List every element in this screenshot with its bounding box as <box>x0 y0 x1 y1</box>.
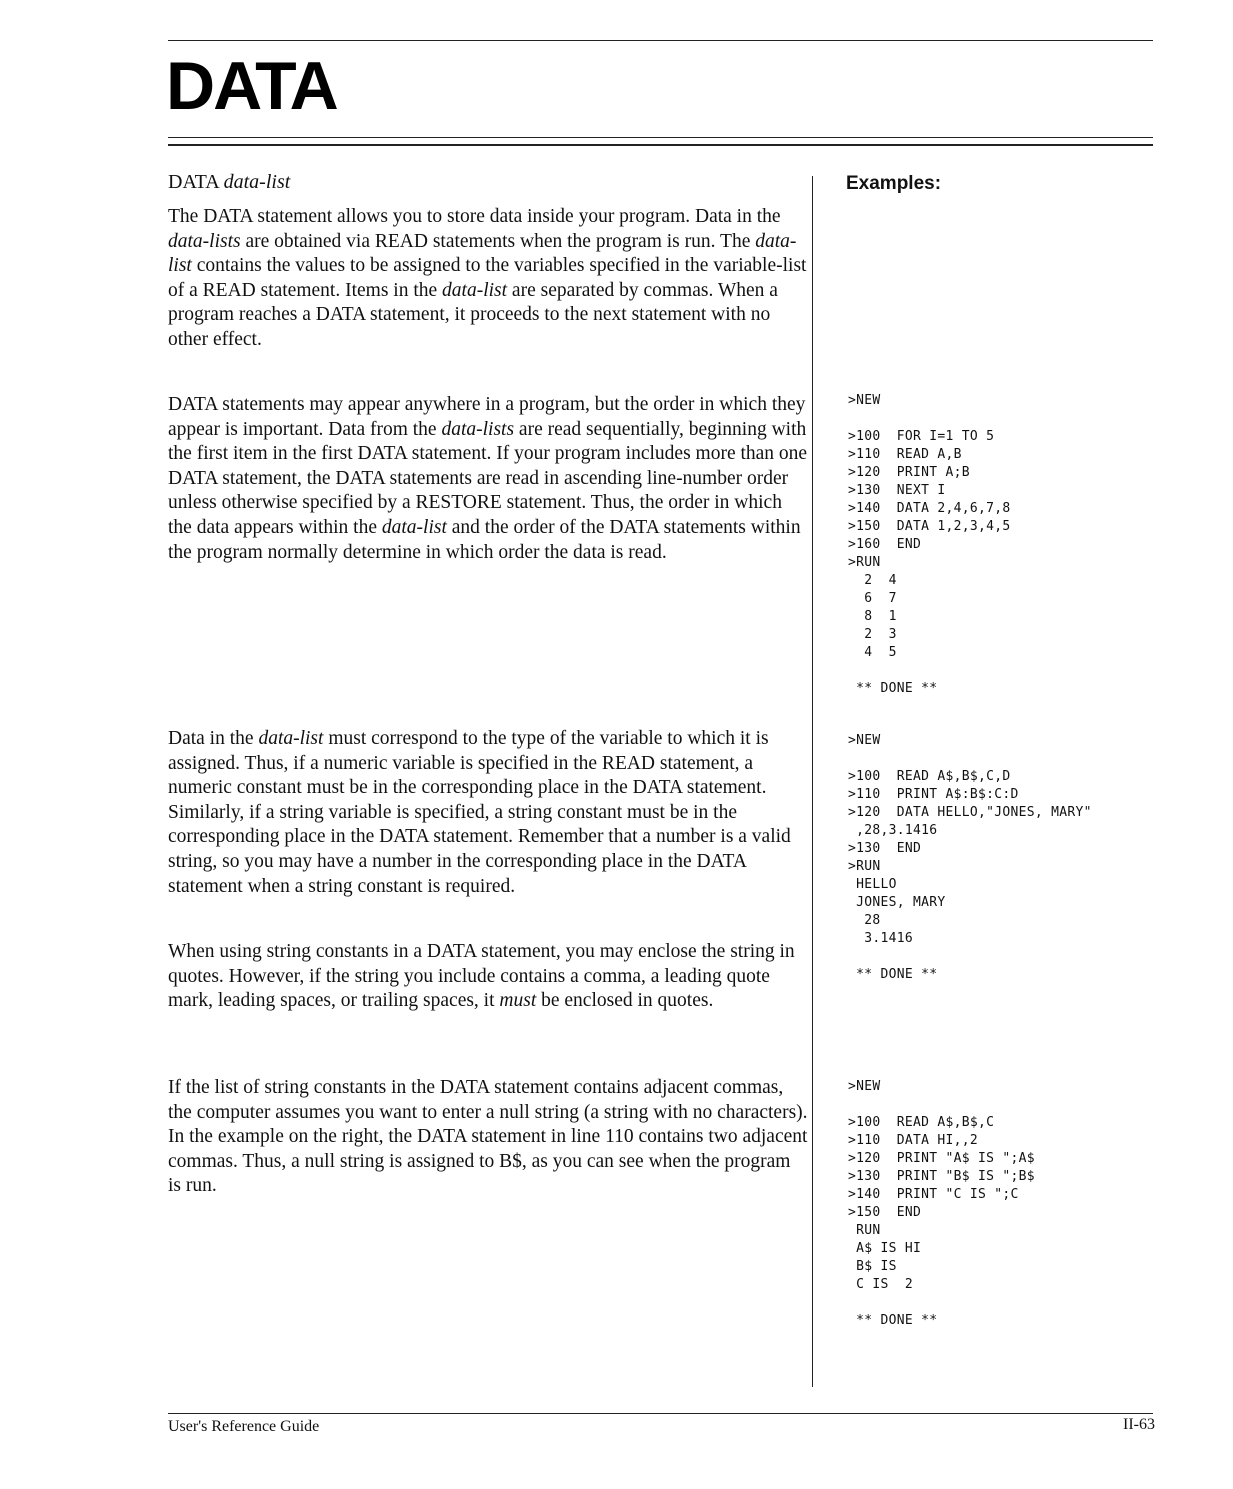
syntax-line <box>168 171 290 194</box>
footer-guide-name: User's Reference Guide <box>168 1418 320 1435</box>
page-title: DATA <box>166 48 337 124</box>
paragraph-intro: The DATA statement allows you to store data inside your program. Data in the data-lists are obtained via READ statements when the program is run. The data-list contains the values to be assigned to the variables specified in the variable-list of a READ statement. Items in the data-list are separated by commas. When a program reaches a DATA statement, it proceeds to the next statement with no other effect. <box>168 206 807 350</box>
paragraph-types: Data in the data-list must correspond to the type of the variable to which it is assigned. Thus, if a numeric variable is specified in the READ statement, a numeric constant must be in the corresponding place in the DATA statement. Similarly, if a string variable is specified, a string constant must be in the corresponding place in the DATA statement. Remember that a number is a valid string, so you may have a number in the corresponding place in the DATA statement when a string constant is required. <box>168 728 791 897</box>
top-rule <box>168 40 1153 41</box>
column-divider <box>812 176 813 1387</box>
example-code-block: >NEW >100 READ A$,B$,C >110 DATA HI,,2 >120 PRINT "A$ IS ";A$ >130 PRINT "B$ IS ";B$ >140 PRINT "C IS ";C >150 END RUN A$ IS HI B$ IS C IS 2 ** DONE ** <box>848 1079 1035 1328</box>
examples-label: Examples: <box>846 173 942 194</box>
paragraph-quotes: When using string constants in a DATA statement, you may enclose the string in quotes. However, if the string you include contains a comma, a leading quote mark, leading spaces, or trailing spaces, it must be enclosed in quotes. <box>168 941 795 1012</box>
syntax-keyword: DATA <box>168 171 219 193</box>
paragraph-null-string: If the list of string constants in the DATA statement contains adjacent commas, the computer assumes you want to enter a null string (a string with no characters). In the example on the right, the DATA statement in line 110 contains two adjacent commas. Thus, a null string is assigned to B$, as you can see when the program is run. <box>168 1077 808 1197</box>
title-rule-upper <box>168 137 1153 138</box>
title-rule-lower <box>168 144 1153 146</box>
example-code-block: >NEW >100 FOR I=1 TO 5 >110 READ A,B >120 PRINT A;B >130 NEXT I >140 DATA 2,4,6,7,8 >150 DATA 1,2,3,4,5 >160 END >RUN 2 4 6 7 8 1 2 3 4 5 ** DONE ** <box>848 393 1011 696</box>
paragraph-order: DATA statements may appear anywhere in a program, but the order in which they appear is important. Data from the data-lists are read sequentially, beginning with the first item in the first DATA statement. If your program includes more than one DATA statement, the DATA statements are read in ascending line-number order unless otherwise specified by a RESTORE statement. Thus, the order in which the data appears within the data-list and the order of the DATA statements within the program normally determine in which order the data is read. <box>168 394 808 563</box>
example-code-block: >NEW >100 READ A$,B$,C,D >110 PRINT A$:B$:C:D >120 DATA HELLO,"JONES, MARY" ,28,3.1416 >130 END >RUN HELLO JONES, MARY 28 3.1416 ** DONE ** <box>848 733 1092 982</box>
syntax-param: data-list <box>223 171 291 193</box>
footer-page-number: II-63 <box>1123 1416 1155 1433</box>
footer-rule <box>168 1413 1153 1414</box>
